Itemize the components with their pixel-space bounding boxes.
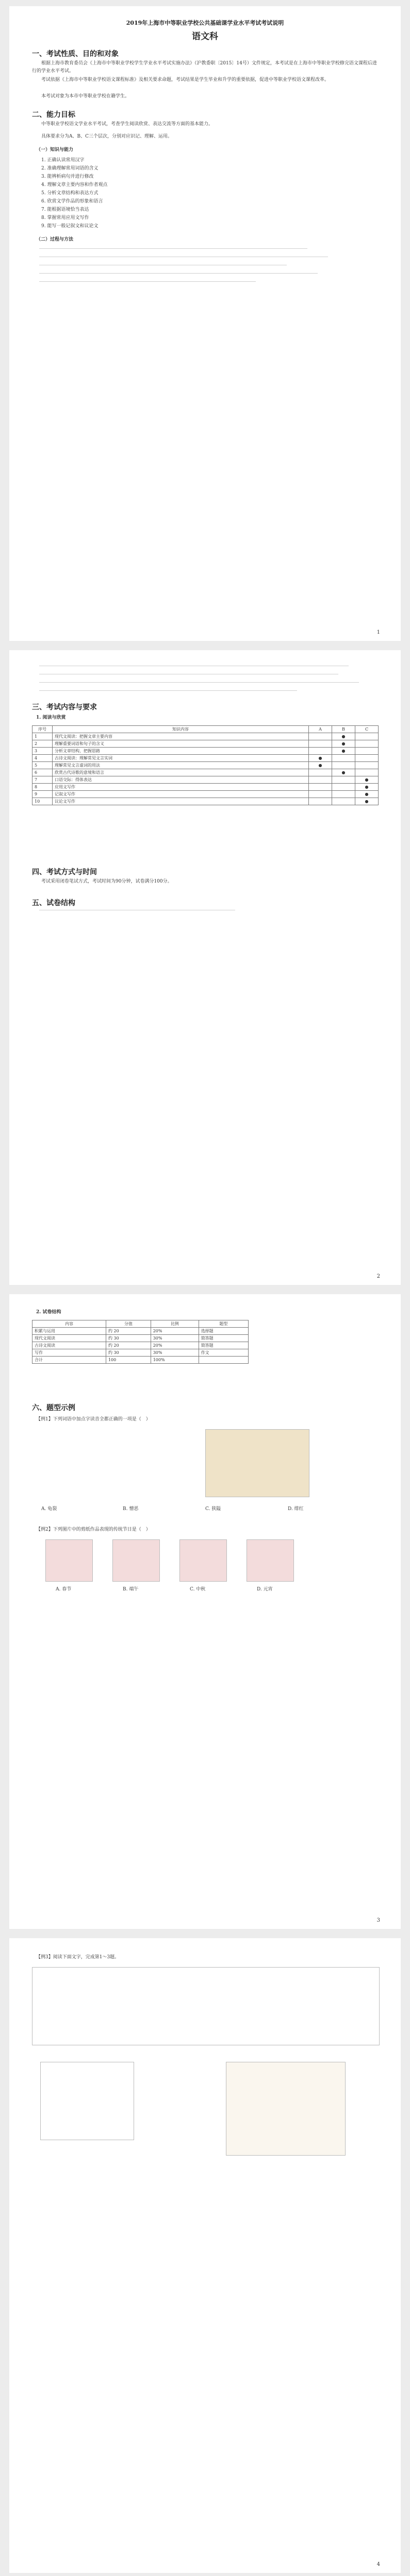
table-header: B: [332, 726, 355, 733]
row-number: 1: [32, 733, 53, 740]
level-c-cell: [355, 740, 379, 748]
ability-line: 1. 正确认读常用汉字: [41, 158, 85, 163]
score-cell: 约 20: [106, 1328, 151, 1335]
ability-line: 2. 准确理解常用词语的含义: [41, 166, 99, 171]
question-text: 【例1】下列词语中加点字读音全都正确的一项是（ ）: [36, 1417, 151, 1422]
calligraphy-image: [205, 1429, 309, 1497]
option: B. 憎恶: [123, 1506, 139, 1512]
page-number: 1: [376, 630, 380, 635]
table-row: [32, 784, 379, 791]
score-cell: 约 30: [106, 1349, 151, 1357]
content-cell: 议论文写作: [53, 798, 309, 805]
content-cell: 理解重要词语和句子的含义: [53, 740, 309, 748]
row-number: 5: [32, 762, 53, 769]
ratio-cell: 20%: [151, 1342, 199, 1349]
table-row: [32, 769, 379, 776]
option: C. 狭隘: [205, 1506, 221, 1512]
level-a-cell: ●: [309, 755, 332, 762]
type-cell: 简答题: [199, 1335, 248, 1342]
content-cell: 欣赏古代诗歌的意境和语言: [53, 769, 309, 776]
content-cell: 现代文阅读：把握文章主要内容: [53, 733, 309, 740]
level-a-cell: [309, 791, 332, 798]
section-heading: 三、考试内容与要求: [32, 703, 97, 711]
page-number: 3: [376, 1918, 380, 1923]
sub-heading: （一）知识与能力: [36, 147, 74, 152]
content-cell: 现代文阅读: [32, 1335, 106, 1342]
table-row: [32, 762, 379, 769]
question-text: 【例3】阅读下面文字，完成第1～3题。: [36, 1955, 120, 1960]
page-4: [9, 1938, 401, 2573]
row-number: 7: [32, 776, 53, 784]
ability-line: 3. 能辨析病句并进行修改: [41, 174, 94, 179]
ratio-cell: 30%: [151, 1335, 199, 1342]
paragraph: 根据上海市教育委员会《上海市中等职业学校学生学业水平考试实施办法》（沪教委职〔2015〕14号）文件规定，本考试是在上海市中等职业学校修完语文课程后进行的学业水平考试。: [32, 61, 377, 74]
table-row: [32, 1328, 249, 1335]
table-header: 分值: [106, 1320, 151, 1328]
level-b-cell: [332, 776, 355, 784]
content-cell: 写作: [32, 1349, 106, 1357]
page-number: 2: [376, 1274, 380, 1279]
paragraph: 中等职业学校语文学业水平考试，考查学生阅读欣赏、表达交流等方面的基本能力。: [41, 122, 214, 127]
paragraph: 考试采用闭卷笔试方式，考试时间为90分钟，试卷满分100分。: [41, 879, 172, 884]
row-number: 10: [32, 798, 53, 805]
option: B. 端午: [123, 1587, 139, 1592]
paragraph: 具体要求分为A、B、C三个层次，分别对应识记、理解、运用。: [41, 134, 173, 139]
section-heading: 二、能力目标: [32, 111, 75, 119]
ratio-cell: 30%: [151, 1349, 199, 1357]
question-text: 【例2】下列图片中的剪纸作品表现的传统节日是（ ）: [36, 1527, 151, 1532]
page-3: [9, 1294, 401, 1929]
level-b-cell: ●: [332, 769, 355, 776]
content-table: [32, 725, 379, 805]
content-cell: 应用文写作: [53, 784, 309, 791]
level-c-cell: [355, 748, 379, 755]
table-row: [32, 1349, 249, 1357]
sub-heading: 1. 阅读与欣赏: [36, 715, 66, 720]
content-cell: 古诗文阅读: [32, 1342, 106, 1349]
level-c-cell: [355, 769, 379, 776]
level-b-cell: ●: [332, 733, 355, 740]
sub-heading: （二）过程与方法: [36, 237, 74, 242]
structure-table: [32, 1320, 249, 1364]
paper-cut-image: [247, 1539, 294, 1582]
row-number: 2: [32, 740, 53, 748]
level-c-cell: [355, 733, 379, 740]
table-header: A: [309, 726, 332, 733]
page-2: [9, 650, 401, 1285]
option: C. 中秋: [190, 1587, 206, 1592]
score-cell: 100: [106, 1357, 151, 1364]
row-number: 9: [32, 791, 53, 798]
ability-line: 6. 欣赏文学作品的形象和语言: [41, 199, 103, 204]
sub-heading: 2. 试卷结构: [36, 1310, 61, 1315]
section-heading: 一、考试性质、目的和对象: [32, 50, 119, 58]
table-header: 内容: [32, 1320, 106, 1328]
level-a-cell: [309, 748, 332, 755]
level-a-cell: [309, 769, 332, 776]
table-header: 题型: [199, 1320, 248, 1328]
reading-passage-box: [32, 1967, 380, 2045]
level-c-cell: ●: [355, 784, 379, 791]
level-c-cell: [355, 755, 379, 762]
level-a-cell: ●: [309, 762, 332, 769]
ability-line: 5. 分析文章结构和表达方式: [41, 191, 99, 196]
table-row: [32, 1357, 249, 1364]
type-cell: 简答题: [199, 1342, 248, 1349]
doc-title: 2019年上海市中等职业学校公共基础课学业水平考试考试说明: [126, 20, 284, 26]
content-cell: 积累与运用: [32, 1328, 106, 1335]
level-b-cell: [332, 755, 355, 762]
page-1: [9, 6, 401, 641]
type-cell: 选择题: [199, 1328, 248, 1335]
level-b-cell: [332, 762, 355, 769]
ability-line: 7. 能根据语境恰当表达: [41, 207, 89, 212]
table-header: 比例: [151, 1320, 199, 1328]
level-b-cell: [332, 784, 355, 791]
type-cell: 作文: [199, 1349, 248, 1357]
level-a-cell: [309, 776, 332, 784]
level-b-cell: [332, 791, 355, 798]
content-cell: 合计: [32, 1357, 106, 1364]
row-number: 6: [32, 769, 53, 776]
table-row: [32, 755, 379, 762]
option: D. 绯红: [288, 1506, 304, 1512]
ability-line: 4. 理解文章主要内容和作者观点: [41, 182, 108, 188]
paper-cut-image: [179, 1539, 227, 1582]
table-row: [32, 1335, 249, 1342]
content-cell: 理解常见文言虚词的用法: [53, 762, 309, 769]
page-number: 4: [376, 2562, 380, 2567]
table-row: [32, 791, 379, 798]
type-cell: [199, 1357, 248, 1364]
section-heading: 五、试卷结构: [32, 899, 75, 907]
level-c-cell: ●: [355, 776, 379, 784]
ratio-cell: 20%: [151, 1328, 199, 1335]
score-cell: 约 30: [106, 1335, 151, 1342]
ability-line: 9. 能写一般记叙文和议论文: [41, 224, 99, 229]
row-number: 8: [32, 784, 53, 791]
level-a-cell: [309, 733, 332, 740]
level-a-cell: [309, 798, 332, 805]
content-cell: 口语交际：得体表达: [53, 776, 309, 784]
content-cell: 记叙文写作: [53, 791, 309, 798]
option: D. 元宵: [257, 1587, 273, 1592]
diagram-image: [40, 2062, 134, 2140]
paragraph: 本考试对象为本市中等职业学校在籍学生。: [41, 94, 130, 99]
content-cell: 古诗文阅读：理解常见文言实词: [53, 755, 309, 762]
level-c-cell: ●: [355, 791, 379, 798]
ratio-cell: 100%: [151, 1357, 199, 1364]
option: A. 春节: [56, 1587, 72, 1592]
table-header: 序号: [32, 726, 53, 733]
paragraph: 考试依据《上海市中等职业学校语文课程标准》及相关要求命题，考试结果是学生毕业和升学的重要依据，促进中等职业学校语文课程改革。: [41, 77, 330, 82]
table-row: [32, 798, 379, 805]
doc-subtitle: 语文科: [192, 31, 218, 42]
level-b-cell: ●: [332, 748, 355, 755]
level-b-cell: ●: [332, 740, 355, 748]
ability-line: 8. 掌握常用应用文写作: [41, 215, 89, 221]
table-row: [32, 1342, 249, 1349]
paper-cut-image: [112, 1539, 160, 1582]
level-a-cell: [309, 740, 332, 748]
level-c-cell: ●: [355, 798, 379, 805]
table-row: [32, 740, 379, 748]
level-c-cell: [355, 762, 379, 769]
section-heading: 四、考试方式与时间: [32, 868, 97, 876]
poster-image: [226, 2062, 346, 2156]
option: A. 龟裂: [41, 1506, 57, 1512]
level-b-cell: [332, 798, 355, 805]
score-cell: 约 20: [106, 1342, 151, 1349]
row-number: 4: [32, 755, 53, 762]
paper-cut-image: [45, 1539, 93, 1582]
table-row: [32, 776, 379, 784]
table-header: C: [355, 726, 379, 733]
row-number: 3: [32, 748, 53, 755]
content-cell: 分析文章结构，把握思路: [53, 748, 309, 755]
table-row: [32, 748, 379, 755]
table-header: 知识内容: [53, 726, 309, 733]
table-row: [32, 733, 379, 740]
level-a-cell: [309, 784, 332, 791]
section-heading: 六、题型示例: [32, 1404, 75, 1412]
